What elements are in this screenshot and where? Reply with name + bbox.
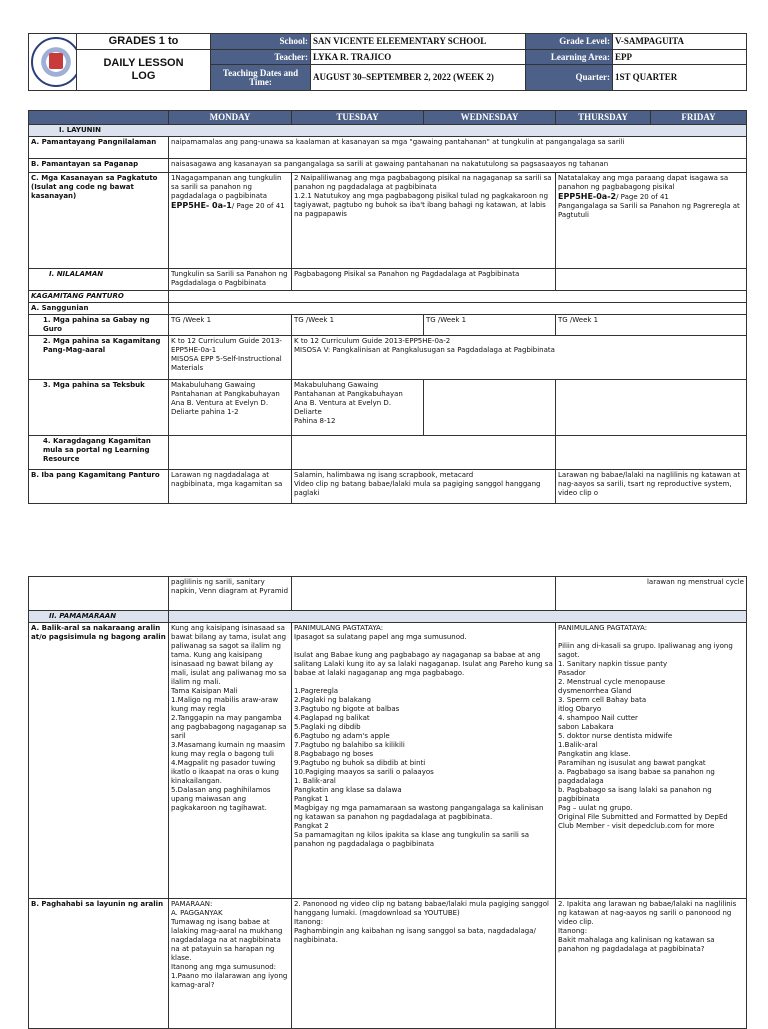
c-thu-page: / Page 20 of 41 Pangangalaga sa Sarili sa Panahon ng Pagreregla at Pagtutuli xyxy=(558,193,740,219)
deped-seal xyxy=(29,34,77,91)
row-a-text: naipamamalas ang pang-unawa sa kaalaman at kasanayan sa mga "gawaing pantahanan" at tungkulin at pangangalaga sa sarili xyxy=(169,137,747,159)
pamamaraan-empty xyxy=(169,611,747,623)
s3-thursday xyxy=(556,380,747,436)
section-kagamitan: KAGAMITANG PANTURO xyxy=(29,291,169,303)
s4-thursday xyxy=(556,436,747,470)
s3-label: 3. Mga pahina sa Teksbuk xyxy=(29,380,169,436)
section-nilalaman: I. NILALAMAN xyxy=(29,269,169,291)
s4-monday xyxy=(169,436,292,470)
s3-monday: Makabuluhang Gawaing Pantahanan at Pangkabuhayan Ana B. Ventura at Evelyn D. Deliarte pahina 1-2 xyxy=(169,380,292,436)
s1-monday: TG /Week 1 xyxy=(169,315,292,336)
header-table xyxy=(28,33,747,91)
quarter-value: 1ST QUARTER xyxy=(613,65,747,91)
p2-a-thursday: PANIMULANG PAGTATAYA: Piliin ang di-kasali sa grupo. Ipaliwanag ang iyong sagot. 1. Sanitary napkin tissue panty Pasador 2. Menstrual cycle menopause dysmenorrhea Gland 3. Sperm cell Bahay bata itlog Obaryo 4. shampoo Nail cutter sabon Labakara 5. doktor nurse dentista midwife 1.Balik-aral Pangkatin ang klase. Paramihan ng isusulat ang bawat pangkat a. Pagbabago sa isang babae sa panahon ng pagdadalaga b. Pagbabago sa isang lalaki sa panahon ng pagbibinata Pag – uulat ng grupo. Original File Submitted and Formatted by DepEd Club Member - visit depedclub.com for more xyxy=(556,623,747,899)
p2-b-thursday: 2. Ipakita ang larawan ng babae/lalaki na naglilinis ng katawan at nag-aayos ng sarili o panonood ng video clip. Itanong: Bakit mahalaga ang kalinisan ng katawan sa panahon ng pagdadalaga at pagbibinata? xyxy=(556,899,747,1029)
s4-tuesday xyxy=(292,436,556,470)
s2-monday: K to 12 Curriculum Guide 2013-EPP5HE-0a-1 MISOSA EPP 5-Self-Instructional Materials xyxy=(169,336,292,380)
s2-tuesday: K to 12 Curriculum Guide 2013-EPP5HE-0a-2 MISOSA V: Pangkalinisan at Pangkalusugan sa Pagdadalaga at Pagbibinata xyxy=(292,336,747,380)
learning-area-label: Learning Area: xyxy=(526,50,613,65)
day-header-row xyxy=(29,111,747,125)
s1-wednesday: TG /Week 1 xyxy=(424,315,556,336)
section-pamamaraan: II. PAMAMARAAN xyxy=(29,611,169,623)
teacher-label: Teacher: xyxy=(211,50,311,65)
header-block xyxy=(28,33,746,91)
cont-thursday: larawan ng menstrual cycle xyxy=(556,577,747,611)
day-thursday: THURSDAY xyxy=(556,111,651,125)
s2-label: 2. Mga pahina sa Kagamitang Pang-Mag-aaral xyxy=(29,336,169,380)
row-a-label: A. Pamantayang Pangnilalaman xyxy=(29,137,169,159)
p2-b-monday: PAMARAAN: A. PAGGANYAK Tumawag ng isang babae at lalaking mag-aaral na mukhang nagdadalaga na at nagbibinata na at patayuin sa harapan ng klase. Itanong ang mga sumusunod: 1.Paano mo ilalarawan ang iyong kamag-aral? xyxy=(169,899,292,1029)
grade-level-value: V-SAMPAGUITA xyxy=(613,34,747,50)
b2-label: B. Iba pang Kagamitang Panturo xyxy=(29,470,169,504)
s1-thursday: TG /Week 1 xyxy=(556,315,747,336)
s1-tuesday: TG /Week 1 xyxy=(292,315,424,336)
corner-cell xyxy=(29,111,169,125)
section-layunin: I. LAYUNIN xyxy=(29,125,747,137)
teacher-value: LYKA R. TRAJICO xyxy=(311,50,526,65)
daily-lesson-label: DAILY LESSON xyxy=(103,57,184,69)
sanggunian-label: A. Sanggunian xyxy=(29,303,169,315)
p2-b-tuesday: 2. Panonood ng video clip ng batang babae/lalaki mula pagiging sanggol hanggang lumaki. (magdownload sa YOUTUBE) Itanong: Paghambingin ang kaibahan ng isang sanggol sa bata, nagdadalaga/ nagbibinata. xyxy=(292,899,556,1029)
learning-area-value: EPP xyxy=(613,50,747,65)
p2-a-tuesday: PANIMULANG PAGTATAYA: Ipasagot sa sulatang papel ang mga sumusunod. Isulat ang Babae kung ang pagbabago ay nagaganap sa babae at ang salitang Lalaki kung ito ay sa lalaki nagaganap. Isulat ang Pareho kung sa babae at lalaki nagaganap ang mga pagbabago. 1.Pagreregla 2.Paglaki ng balakang 3.Pagtubo ng bigote at balbas 4.Paglapad ng balikat 5.Paglaki ng dibdib 6.Pagtubo ng adam's apple 7.Pagtubo ng balahibo sa kilikili 8.Pagbabago ng boses 9.Pagtubo ng buhok sa dibdib at binti 10.Pagiging maayos sa sarili o palaayos 1. Balik-aral Pangkatin ang klase sa dalawa Pangkat 1 Magbigay ng mga pamamaraan sa wastong pangangalaga sa kalinisan ng katawan sa panahon ng pagdadalaga at pagbibinata. Pangkat 2 Sa pamamagitan ng kilos ipakita sa klase ang tungkulin sa sarili sa panahon ng pagdadalaga o pagbibinata xyxy=(292,623,556,899)
s1-label: 1. Mga pahina sa Gabay ng Guro xyxy=(29,315,169,336)
p2-b-label: B. Paghahabi sa layunin ng aralin xyxy=(29,899,169,1029)
p2-a-monday: Kung ang kaisipang isinasaad sa bawat bilang ay tama, isulat ang paliwanag sa sagot sa ilalim ng tama. Kung ang kaisipang isinasaad ng bawat bilang ay mali, isulat ang paliwanag mo sa ilalim ng mali. Tama Kaisipan Mali 1.Maligo ng mabilis araw-araw kung may regla 2.Tanggapin na may pangamba ang pagbabagong nagaganap sa saril 3.Masamang kumain ng maasim kung may regla o bagong tuli 4.Magpalit ng pasador tuwing ikatlo o ikaapat na oras o kung kinakailangan. 5.Dalasan ang paghihilamos upang maiwasan ang pagkakaroon ng tagihawat. xyxy=(169,623,292,899)
s3-tuesday: Makabuluhang Gawaing Pantahanan at Pangkabuhayan Ana B. Ventura at Evelyn D. Deliarte Pahina 8-12 xyxy=(292,380,424,436)
deped-seal-icon xyxy=(31,37,77,87)
s4-label: 4. Karagdagang Kagamitan mula sa portal ng Learning Resource xyxy=(29,436,169,470)
b2-tuesday: Salamin, halimbawa ng isang scrapbook, metacard Video clip ng batang babae/lalaki mula sa pagiging sanggol hanggang paglaki xyxy=(292,470,556,504)
sanggunian-empty xyxy=(169,303,747,315)
school-label: School: xyxy=(211,34,311,50)
day-wednesday: WEDNESDAY xyxy=(424,111,556,125)
school-value: SAN VICENTE ELEEMENTARY SCHOOL xyxy=(311,34,526,50)
c-thu-text: Natatalakay ang mga paraang dapat isagawa sa panahon ng pagbabagong pisikal xyxy=(558,174,729,191)
nil-thursday xyxy=(556,269,747,291)
s3-wednesday xyxy=(424,380,556,436)
cont-monday: paglilinis ng sarili, sanitary napkin, Venn diagram at Pyramid xyxy=(169,577,292,611)
lesson-table-page1 xyxy=(28,110,746,504)
row-c-monday xyxy=(169,173,292,269)
p2-a-label: A. Balik-aral sa nakaraang aralin at/o pagsisimula ng bagong aralin xyxy=(29,623,169,899)
c-thu-code: EPP5HE-0a-2 xyxy=(558,192,617,201)
cont-label xyxy=(29,577,169,611)
nil-tuesday: Pagbabagong Pisikal sa Panahon ng Pagdadalaga at Pagbibinata xyxy=(292,269,556,291)
c-mon-page: / Page 20 of 41 xyxy=(231,202,285,210)
day-tuesday: TUESDAY xyxy=(292,111,424,125)
row-b-text: naisasagawa ang kasanayan sa pangangalaga sa sarili at gawaing pantahanan na nakatutulong sa pagsasaayos ng tahanan xyxy=(169,159,747,173)
daily-lesson-log-title xyxy=(77,50,211,91)
row-c-tuesday: 2 Naipaliliwanag ang mga pagbabagong pisikal na nagaganap sa sarili sa panahon ng pagdadalaga at pagbibinata 1.2.1 Natutukoy ang mga pagbabagong pisikal tulad ng pagkakaroon ng tagiyawat, pagtubo ng buhok sa iba't ibang bahagi ng katawan, at labis na pagpapawis xyxy=(292,173,556,269)
teaching-dates-label: Teaching Dates and Time: xyxy=(211,65,311,91)
grade-level-label: Grade Level: xyxy=(526,34,613,50)
day-friday: FRIDAY xyxy=(651,111,747,125)
row-b-label: B. Pamantayan sa Paganap xyxy=(29,159,169,173)
b2-monday: Larawan ng nagdadalaga at nagbibinata, mga kagamitan sa xyxy=(169,470,292,504)
grades-title: GRADES 1 to xyxy=(77,34,211,50)
cont-tuesday xyxy=(292,577,556,611)
lesson-table-continued xyxy=(28,576,747,1029)
quarter-label: Quarter: xyxy=(526,65,613,91)
c-mon-text: 1Nagagampanan ang tungkulin sa sarili sa panahon ng pagdadalaga o pagbibinata xyxy=(171,174,282,200)
lesson-table-page2 xyxy=(28,576,746,1029)
teaching-dates-value: AUGUST 30–SEPTEMBER 2, 2022 (WEEK 2) xyxy=(311,65,526,91)
nil-monday: Tungkulin sa Sarili sa Panahon ng Pagdadalaga o Pagbibinata xyxy=(169,269,292,291)
row-c-label: C. Mga Kasanayan sa Pagkatuto (Isulat ang code ng bawat kasanayan) xyxy=(29,173,169,269)
lesson-table xyxy=(28,110,747,504)
day-monday: MONDAY xyxy=(169,111,292,125)
kagamitan-empty xyxy=(169,291,747,303)
row-c-thursday xyxy=(556,173,747,269)
c-mon-code: EPP5HE- 0a-1 xyxy=(171,201,232,210)
log-label: LOG xyxy=(131,70,156,82)
b2-thursday: Larawan ng babae/lalaki na naglilinis ng katawan at nag-aayos sa sarili, tsart ng reproductive system, video clip o xyxy=(556,470,747,504)
